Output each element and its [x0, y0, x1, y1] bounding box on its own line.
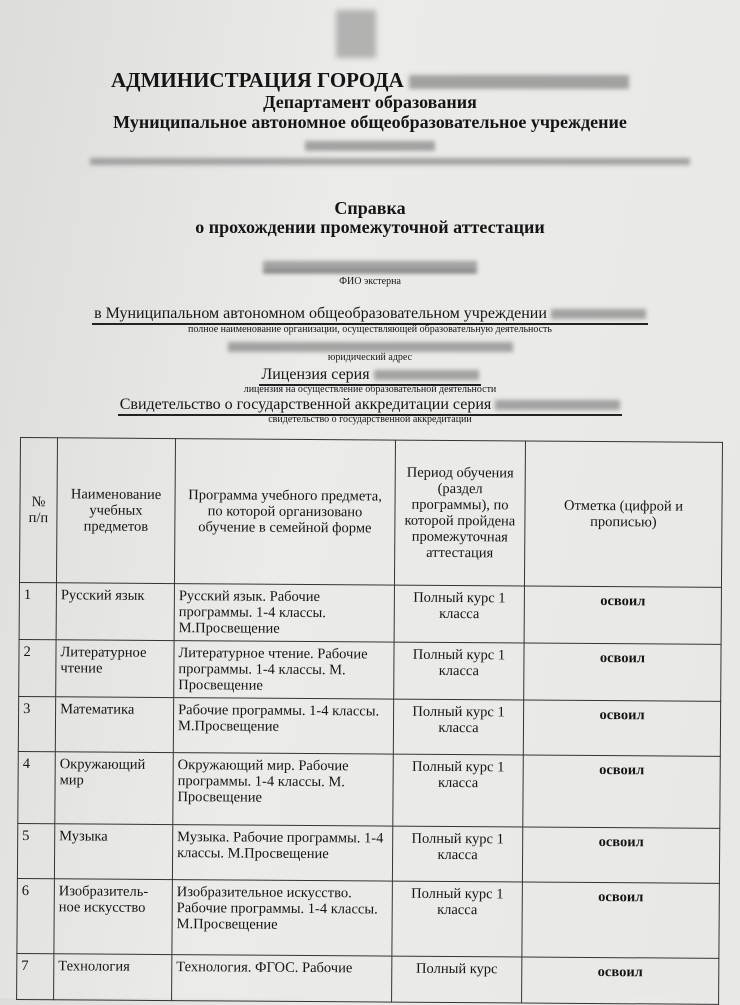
accreditation-field [0, 396, 740, 416]
subject-cell: Литературное чтение [56, 640, 174, 698]
grade-cell: освоил [522, 957, 719, 1004]
subject-cell: Изобразитель-ное искусство [54, 879, 173, 955]
period-cell: Полный курс 1 класса [393, 754, 523, 827]
table-row [19, 582, 721, 644]
header-program: Программа учебного предмета, по которой организовано обучение в семейной форме [174, 439, 395, 586]
row-number: 1 [19, 582, 56, 639]
table-row [17, 953, 719, 1004]
period-cell: Полный курс [392, 956, 522, 1003]
grade-cell: освоил [522, 827, 719, 883]
department: Департамент образования [263, 92, 477, 112]
subject-cell: Окружающий мир [55, 752, 173, 825]
contacts-blur [90, 158, 690, 165]
header-number: № п/п [19, 438, 57, 583]
org-caption: полное наименование организации, осуществляющей образовательную деятельность [188, 324, 552, 335]
city-name-redacted [409, 75, 629, 89]
license-caption: лицензия на осуществление образовательной деятельности [243, 384, 497, 395]
grade-cell: освоил [523, 755, 720, 828]
address-redacted [228, 342, 513, 352]
subject-cell: Музыка [54, 824, 172, 880]
grade-cell: освоил [522, 882, 720, 958]
org-text: в Муниципальном автономном общеобразовательном учреждении [94, 305, 547, 322]
table-row [17, 823, 719, 883]
license-field [0, 366, 740, 386]
org-field [0, 305, 740, 325]
table-header-row [19, 438, 722, 588]
period-cell: Полный курс 1 класса [393, 699, 523, 755]
address-caption: юридический адрес [327, 352, 413, 363]
header-subject: Наименование учебных предметов [56, 438, 175, 584]
program-cell: Русский язык. Рабочие программы. 1-4 классы. М.Просвещение [174, 584, 394, 643]
program-cell: Окружающий мир. Рабочие программы. 1-4 классы. М. Просвещение [173, 753, 393, 827]
program-cell: Литературное чтение. Рабочие программы. 1-4 классы. М. Просвещение [174, 641, 394, 700]
accreditation-text: Свидетельство о государственной аккредитации серия [119, 396, 492, 413]
header-grade: Отметка (цифрой и прописью) [524, 441, 722, 587]
fio-field [0, 258, 740, 276]
grade-cell: освоил [524, 586, 721, 644]
subject-cell: Технология [54, 954, 172, 1001]
fio-redacted [263, 261, 477, 273]
program-cell: Изобразительное искусство. Рабочие программы. 1-4 классы. М.Просвещение [172, 880, 393, 957]
program-cell: Технология. ФГОС. Рабочие [172, 955, 392, 1003]
period-cell: Полный курс 1 класса [394, 642, 524, 700]
administration-text: АДМИНИСТРАЦИЯ ГОРОДА [110, 68, 404, 92]
row-number: 6 [17, 878, 55, 953]
row-number: 2 [19, 639, 56, 696]
period-cell: Полный курс 1 класса [392, 881, 523, 957]
table-row [19, 639, 721, 701]
subject-cell: Математика [55, 697, 173, 753]
contacts-redacted [20, 152, 740, 170]
license-number-redacted [374, 370, 479, 380]
school-number-redacted [305, 141, 435, 151]
row-number: 4 [18, 751, 56, 823]
doc-subtitle: о прохождении промежуточной аттестации [195, 217, 545, 237]
administration-line [0, 68, 740, 93]
fio-caption: ФИО экстерна [339, 276, 401, 287]
period-cell: Полный курс 1 класса [392, 826, 522, 882]
grade-cell: освоил [524, 643, 721, 701]
doc-title: Справка [334, 198, 406, 218]
period-cell: Полный курс 1 класса [394, 585, 524, 643]
city-crest-redacted [336, 10, 376, 58]
accreditation-caption: свидетельство о государственной аккредитации [268, 414, 472, 425]
row-number: 7 [17, 953, 54, 999]
accreditation-number-redacted [495, 400, 620, 410]
subject-cell: Русский язык [56, 583, 174, 641]
grade-cell: освоил [523, 700, 720, 756]
program-cell: Музыка. Рабочие программы. 1-4 классы. М.Просвещение [172, 825, 392, 882]
table-row [18, 751, 720, 828]
table-row [18, 696, 720, 756]
row-number: 5 [17, 823, 54, 878]
row-number: 3 [18, 696, 55, 751]
program-cell: Рабочие программы. 1-4 классы. М.Просвещение [173, 698, 393, 755]
license-text: Лицензия серия [261, 366, 370, 383]
org-name-redacted [551, 309, 646, 319]
institution: Муниципальное автономное общеобразовательное учреждение [113, 112, 627, 132]
attestation-table [16, 437, 723, 1005]
table-row [17, 878, 720, 958]
header-period: Период обучения (раздел программы), по которой пройдена промежуточная аттестация [394, 440, 525, 586]
